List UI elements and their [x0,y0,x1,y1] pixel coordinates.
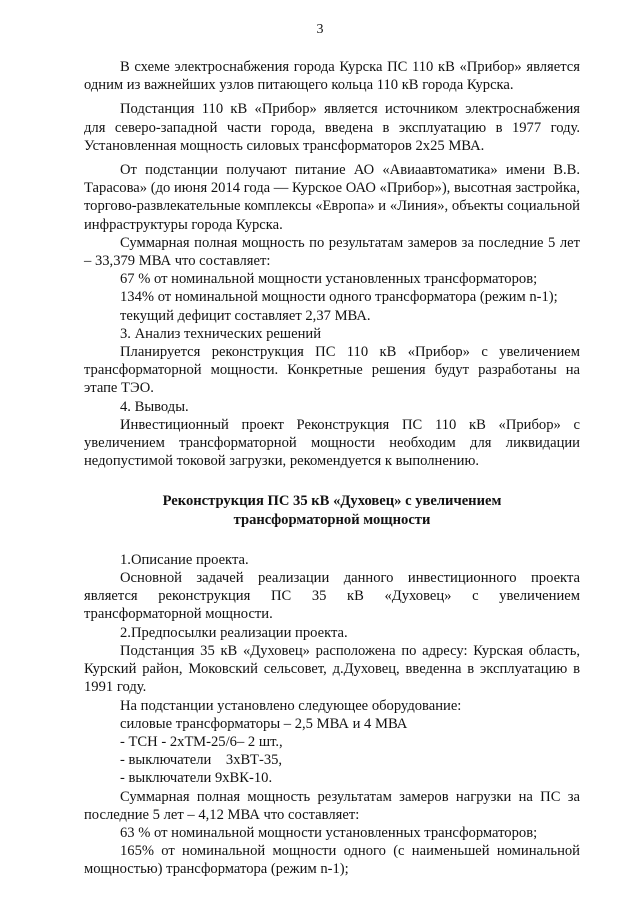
section-heading [84,492,580,528]
paragraph: Инвестиционный проект Реконструкция ПС 110 кВ «Прибор» с увеличением трансформаторной мощности необходим для ликвидации недопустимой токовой загрузки, рекомендуется к выполнению. [84,416,580,470]
paragraph: На подстанции установлено следующее оборудование: [120,697,462,714]
section-title: 3. Анализ технических решений [120,325,322,342]
list-item: текущий дефицит составляет 2,37 МВА. [120,307,371,324]
heading-line: Реконструкция ПС 35 кВ «Духовец» с увеличением [162,493,502,510]
paragraph: Основной задачей реализации данного инвестиционного проекта является реконструкция ПС 35 кВ «Духовец» с увеличением трансформаторной мощности. [84,570,580,623]
list-item: силовые трансформаторы – 2,5 МВА и 4 МВА [120,715,408,732]
list-item: 67 % от номинальной мощности установленных трансформаторов; [120,271,538,288]
list-item: 165% от номинальной мощности одного (с наименьшей номинальной мощностью) трансформатора (режим n-1); [84,843,580,878]
list-item: 134% от номинальной мощности одного трансформатора (режим n-1); [120,289,558,306]
list-item: - выключатели 9хВК-10. [120,770,273,787]
paragraph: В схеме электроснабжения города Курска ПС 110 кВ «Прибор» является одним из важнейших узлов питающего кольца 110 кВ города Курска. [84,59,580,94]
page-number: 3 [316,22,324,37]
list-item: 63 % от номинальной мощности установленных трансформаторов; [120,824,538,841]
paragraph: От подстанции получают питание АО «Авиаавтоматика» имени В.В. Тарасова» (до июня 2014 года — Курское ОАО «Прибор»), высотная застройка, торгово-развлекательные комплексы «Европа» и «Линия», объекты социальной инфраструктуры города Курска. [84,162,580,233]
document-body [84,58,580,879]
section-title: 2.Предпосылки реализации проекта. [120,624,348,641]
paragraph: Подстанция 110 кВ «Прибор» является источником электроснабжения для северо-западной части города, введена в эксплуатацию в 1977 году. Установленная мощность силовых трансформаторов 2х25 МВА. [84,101,580,154]
section-title: 1.Описание проекта. [120,551,249,568]
paragraph: Планируется реконструкция ПС 110 кВ «Прибор» с увеличением трансформаторной мощности. Конкретные решения будут разработаны на этапе ТЭО. [84,344,580,397]
list-item: - выключатели 3хВТ-35, [120,752,283,769]
section-title: 4. Выводы. [120,398,189,415]
paragraph: Суммарная полная мощность по результатам замеров за последние 5 лет – 33,379 МВА что составляет: [84,234,580,270]
paragraph: Подстанция 35 кВ «Духовец» расположена по адресу: Курская область, Курский район, Моковский сельсовет, д.Духовец, введенна в эксплуатацию в 1991 году. [84,642,580,696]
heading-line: трансформаторной мощности [233,511,431,528]
paragraph: Суммарная полная мощность результатам замеров нагрузки на ПС за последние 5 лет – 4,12 МВА что составляет: [84,788,580,823]
list-item: - ТСН - 2хТМ-25/6– 2 шт., [120,733,283,750]
